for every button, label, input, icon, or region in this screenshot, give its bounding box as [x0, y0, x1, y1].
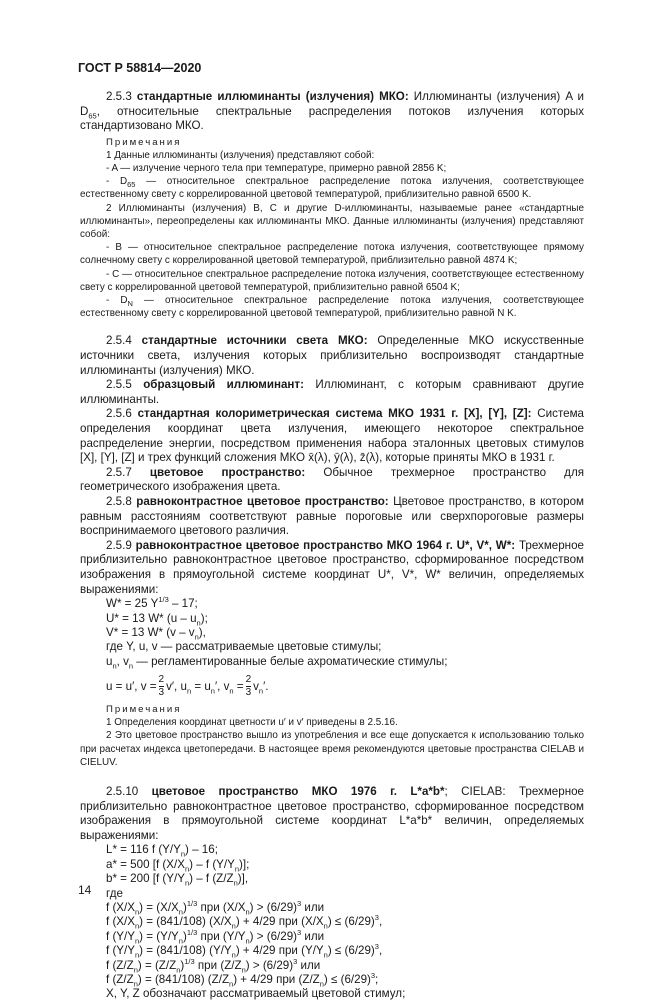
superscript: 3 [374, 942, 379, 952]
formula-text: V* = 13 W* (v – v [106, 625, 195, 639]
formula-text: = [233, 679, 244, 693]
subscript: n [184, 878, 190, 888]
formula-text: ) [182, 900, 187, 914]
term: стандартные иллюминанты (излучения) МКО: [136, 90, 409, 103]
term: образцовый иллюминант: [143, 378, 304, 392]
subscript: n [323, 950, 328, 960]
spacer [80, 769, 584, 785]
subscript: n [135, 921, 140, 931]
note: 1 Определения координат цветности u′ и v′ приведены в 2.5.16. [106, 717, 398, 729]
formula-text: , v [116, 654, 129, 668]
subscript: n [323, 921, 328, 931]
formula-text: при (Y/Y [197, 929, 246, 943]
formula-text: ) > (6/29) [249, 900, 298, 914]
formula-text: ) – f (Z/Z [189, 872, 234, 886]
section-2-5-5 [80, 378, 584, 407]
notes-heading: Примечания [106, 136, 182, 148]
fraction-numerator: 2 [245, 673, 252, 685]
section-number: 2.5.10 [106, 784, 139, 798]
formula-text [166, 680, 243, 693]
subscript: n [186, 685, 192, 695]
subscript: n [241, 964, 246, 974]
definition-text: ; CIELAB: Трехмерное приблизительно равноконтрастное цветовое пространство, сформированное посредством изображения в прямоугольной системе координат L*a*b* величин, определяемых выражениями: [80, 784, 584, 842]
formula [106, 612, 584, 626]
subscript: n [229, 979, 234, 989]
formula-text: a* = 500 [f (X/X [106, 857, 185, 871]
subscript: n [234, 864, 240, 874]
formula-text: ′, v [214, 679, 230, 693]
formula-text: W* = 25 Y [106, 597, 159, 611]
formula-text: , [378, 944, 383, 958]
superscript: 1/3 [186, 927, 198, 937]
formula-text: ′. [263, 679, 269, 693]
subscript: n [258, 685, 264, 695]
superscript: 1/3 [158, 595, 169, 605]
section-2-5-3 [80, 90, 584, 134]
subscript: n [176, 964, 181, 974]
subscript: n [231, 921, 236, 931]
note-text: — относительное спектральное распределение потока излучения, соответствующее естественному свету с коррелированной цветовой температурой, приблизительно равной N K. [80, 295, 584, 320]
section-2-5-7 [80, 466, 584, 495]
spacer [80, 320, 584, 334]
definition-text: , относительные спектральные распределения потоков излучения которых стандартизовано МКО. [80, 104, 584, 133]
subscript: n [178, 907, 183, 917]
note: 2 Это цветовое пространство вышло из употребления и все еще допускается к использованию только при расчетах индекса цветопередачи. В настоящее время рекомендуются цветовые пространства CIELAB и CIELUV. [80, 730, 584, 768]
note-text: - D [106, 295, 128, 307]
subscript: n [319, 979, 324, 989]
section-number: 2.5.7 [106, 465, 132, 479]
definition-text: Система определения координат цвета излучения, имеющего некоторое спектральное распределение энергии, посредством применения набора эталонных цветовых стимулов [X], [Y], [Z] и трех функций сложения МКО x̄(λ), ȳ(λ), z̄(λ), которые приняты МКО в 1931 г. [80, 407, 584, 465]
formula [106, 915, 584, 929]
formula: где Y, u, v — рассматриваемые цветовые стимулы; [106, 640, 382, 654]
formula-text: f (Z/Z [106, 958, 134, 972]
formula-text: f (X/X [106, 915, 135, 929]
formula [106, 973, 584, 987]
subscript: n [128, 661, 134, 671]
formula-text: ) + 4/29 при (Z/Z [233, 972, 320, 986]
formula [106, 872, 584, 886]
formula-text [253, 680, 268, 693]
subscript: 65 [127, 180, 136, 190]
formula-text: — регламентированные белые ахроматические стимулы; [133, 654, 448, 668]
definition-text: Цветовое пространство, в котором равным расстояниям соответствуют равные пороговые или сверхпороговые размеры воспринимаемого цветового различия. [80, 494, 584, 538]
formula-text: ) > (6/29) [245, 958, 294, 972]
section-2-5-6 [80, 407, 584, 465]
formula-text: или [301, 929, 325, 943]
superscript: 1/3 [184, 956, 195, 966]
subscript: n [180, 849, 186, 859]
subscript: n [184, 864, 190, 874]
formula-text: = u [191, 679, 211, 693]
term: равноконтрастное цветовое пространство: [136, 494, 389, 508]
note [80, 175, 584, 201]
superscript: 3 [370, 971, 376, 981]
formula-text: ) – f (Y/Y [189, 857, 235, 871]
formula-text: b* = 200 [f (Y/Y [106, 872, 185, 886]
term: цветовое пространство: [149, 465, 306, 479]
formula: где [106, 886, 123, 900]
section-2-5-9 [80, 539, 584, 597]
subscript: n [194, 632, 199, 642]
formula-text: ), [198, 625, 206, 639]
formula-text: L* = 116 f (Y/Y [106, 843, 181, 857]
section-number: 2.5.3 [106, 90, 132, 103]
formula-text: ) = (841/108) (Y/Y [139, 944, 232, 958]
formula-text: u [106, 654, 113, 668]
section-2-5-10 [80, 785, 584, 843]
formula-text: )], [237, 872, 249, 886]
subscript: n [135, 950, 140, 960]
formula-text: ) = (Y/Y [139, 929, 179, 943]
superscript: 3 [374, 913, 379, 923]
formula-text: ) + 4/29 при (Y/Y [235, 944, 324, 958]
formula-text: – 17; [168, 597, 198, 611]
formula-text: или [297, 958, 321, 972]
formula-text: при (Z/Z [194, 958, 242, 972]
section-2-5-8 [80, 495, 584, 539]
formula-text: ) = (Z/Z [137, 958, 177, 972]
formula [106, 843, 584, 857]
section-number: 2.5.5 [106, 378, 132, 392]
formula-text: ); [200, 611, 208, 625]
subscript: n [178, 936, 183, 946]
formula-text: ) ≤ (6/29) [327, 915, 375, 929]
subscript: n [210, 685, 215, 695]
formula-text: U* = 13 W* (u – u [106, 611, 197, 625]
formula-text: ) ≤ (6/29) [323, 972, 371, 986]
term: стандартные источники света МКО: [141, 334, 368, 348]
section-number: 2.5.9 [106, 538, 132, 552]
term: стандартная колориметрическая система МКО 1931 г. [X], [Y], [Z]: [137, 407, 532, 421]
formula-text: f (X/X [106, 900, 135, 914]
subscript: n [233, 878, 238, 888]
formula-text: )]; [239, 857, 250, 871]
subscript: n [135, 907, 140, 917]
definition-text: Трехмерное приблизительно равноконтрастное цветовое пространство, сформированное посредством изображения в прямоугольной системе координат U*, V*, W* величин, определяемых выражениями: [80, 538, 584, 596]
document-body [80, 90, 584, 1002]
subscript: n [229, 685, 234, 695]
fraction [246, 674, 252, 699]
subscript: 65 [88, 110, 97, 120]
formula: X, Y, Z обозначают рассматриваемый цветовой стимул; [106, 987, 406, 1001]
formula-text: ) = (841/108) (Z/Z [137, 972, 230, 986]
definition-text: Иллюминанты (излучения) A и D [80, 90, 584, 118]
superscript: 3 [297, 899, 302, 909]
subscript: n [133, 964, 138, 974]
section-2-5-4 [80, 334, 584, 378]
fraction-numerator: 2 [158, 673, 165, 685]
formula-text: ) [182, 929, 187, 943]
note: 1 Данные иллюминанты (излучения) представляют собой: [106, 149, 375, 161]
section-number: 2.5.6 [106, 407, 132, 421]
subscript: n [231, 950, 236, 960]
formula-text: ) > (6/29) [249, 929, 298, 943]
formula [106, 944, 584, 958]
formula-text: v′, u [166, 679, 187, 693]
formula-text: при (X/X [197, 900, 246, 914]
superscript: 1/3 [186, 899, 198, 909]
subscript: n [112, 661, 117, 671]
term: цветовое пространство МКО 1976 г. L*a*b* [151, 784, 445, 798]
formula [106, 927, 584, 946]
note: - C — относительное спектральное распределение потока излучения, соответствующее естественному свету с коррелированной цветовой температурой, приблизительно равной 6504 K; [80, 268, 584, 293]
subscript: n [196, 617, 201, 627]
formula-text: f (Y/Y [106, 944, 135, 958]
fraction [159, 674, 165, 699]
formula-text: f (Z/Z [106, 972, 134, 986]
formula-text: , [378, 915, 383, 929]
formula [106, 858, 584, 872]
formula-text: ) = (841/108) (X/X [139, 915, 232, 929]
section-number: 2.5.8 [106, 494, 132, 508]
formula-fraction-line [106, 671, 584, 701]
formula-text: ) + 4/29 при (X/X [235, 915, 324, 929]
formula [106, 655, 584, 669]
term: равноконтрастное цветовое пространство МКО 1964 г. U*, V*, W*: [135, 538, 516, 552]
subscript: n [245, 936, 250, 946]
formula [106, 956, 584, 974]
fraction-denominator: 3 [245, 686, 252, 698]
formula [106, 901, 584, 915]
section-number: 2.5.4 [106, 334, 132, 348]
formula-text: ) – 16; [185, 843, 218, 857]
formula-text: u = u′, v = [106, 679, 157, 693]
formula [106, 626, 584, 640]
note [80, 294, 584, 320]
page-number: 14 [78, 883, 92, 897]
formula-text: ; [375, 972, 379, 986]
formula [106, 597, 584, 611]
formula-text: ) = (X/X [139, 900, 179, 914]
formula-text: или [301, 900, 325, 914]
note: - B — относительное спектральное распределение потока излучения, соответствующее прямому солнечному свету с коррелированной цветовой температурой, приблизительно равной 4874 K; [80, 242, 584, 267]
formula-text: ) [180, 958, 185, 972]
formula-text: v [253, 679, 259, 693]
definition-text: Иллюминант, с которым сравнивают другие иллюминанты. [80, 378, 584, 406]
formula-text: f (Y/Y [106, 929, 135, 943]
fraction-denominator: 3 [158, 686, 165, 698]
subscript: n [135, 936, 140, 946]
note-text: - D [106, 176, 128, 188]
document-header: ГОСТ Р 58814—2020 [78, 61, 202, 75]
definition-text: Обычное трехмерное пространство для геометрического изображения цвета. [80, 465, 584, 494]
subscript: n [133, 979, 138, 989]
note: 2 Иллюминанты (излучения) B, C и другие D-иллюминанты, называемые ранее «стандартные иллюминанты», переопределены как иллюминанты МКО. Данные иллюминанты (излучения) представляют собой: [80, 202, 584, 240]
notes-heading: Примечания [106, 704, 182, 716]
superscript: 3 [293, 956, 298, 966]
note: - A — излучение черного тела при температуре, примерно равной 2856 K; [106, 162, 447, 174]
superscript: 3 [297, 927, 302, 937]
formula-text: ) ≤ (6/29) [327, 944, 375, 958]
subscript: N [127, 298, 133, 308]
subscript: n [245, 907, 250, 917]
definition-text: Определенные МКО искусственные источники света, излучения которых приблизительно воспроизводят стандартные иллюминанты (излучения) МКО. [80, 334, 584, 377]
note-text: — относительное спектральное распределение потока излучения, соответствующее естественному свету с коррелированной цветовой температурой, приблизительно равной 6500 K. [80, 176, 584, 201]
